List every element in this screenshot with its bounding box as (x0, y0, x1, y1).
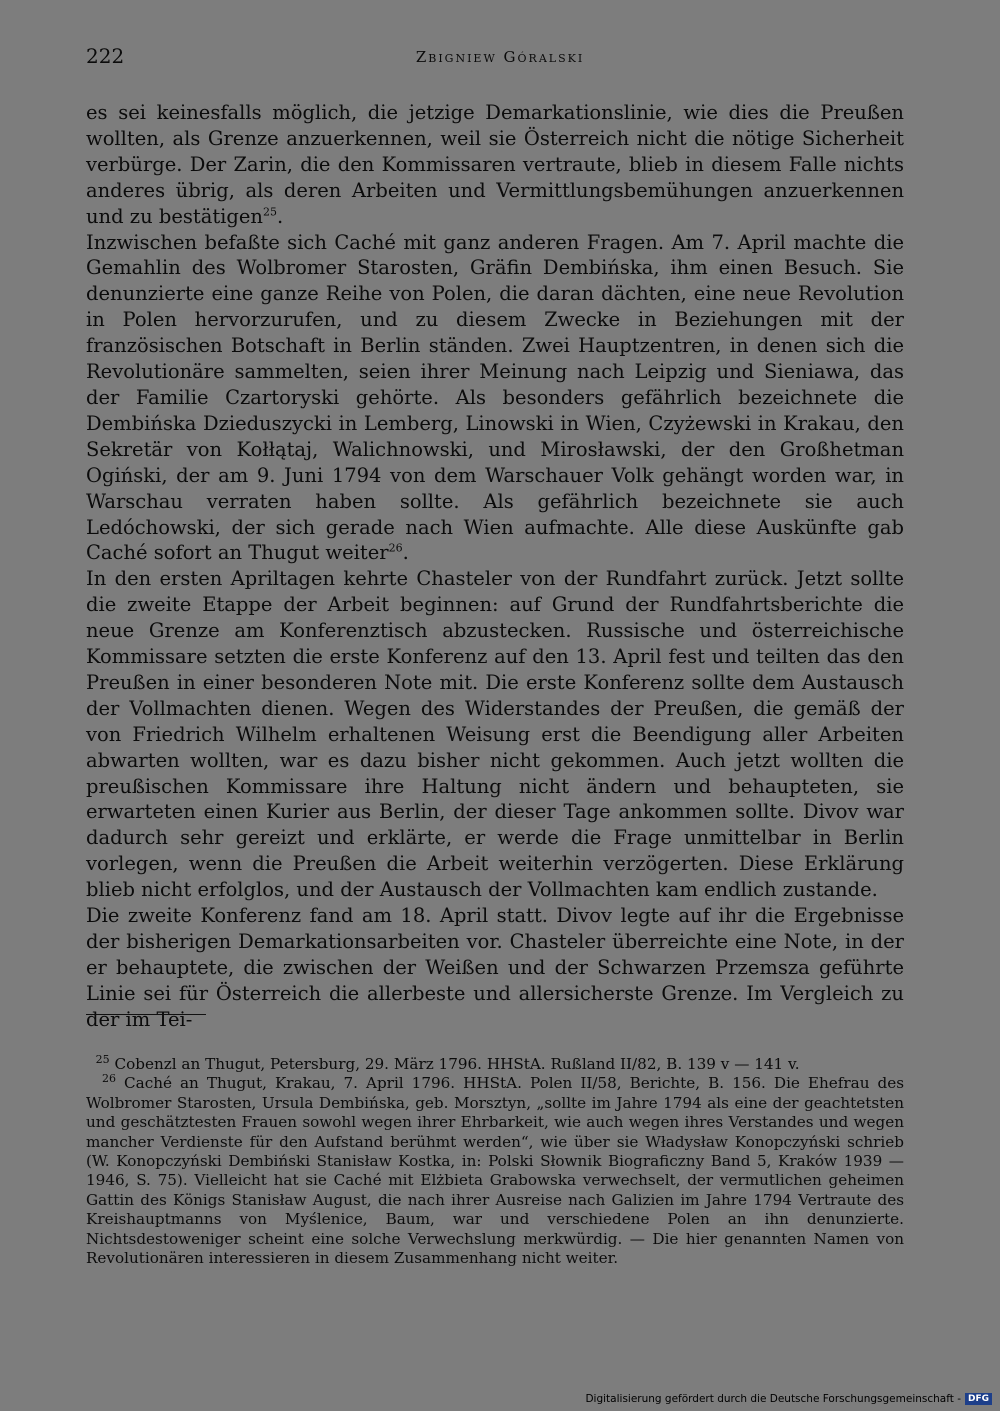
footnote: $^{26}$ Caché an Thugut, Krakau, 7. April 1796. HHStA. Polen II/58, Berichte, B. 156. Die Ehefrau des Wolbromer Starosten, Ursula Dembińska, geb. Morsztyn, „sollte im Jahre 1794 als eine der geachtetsten und geschätztesten Frauen sowohl wegen ihrer Ehrbarkeit, wie auch wegen ihres Verstandes und wegen mancher Verdienste für den Aufstand berühmt werden“, wie über sie Władysław Konopczyński schrieb (W. Konopczyński Dembiński Stanisław Kostka, in: Polski Słownik Biograficzny Band 5, Kraków 1939 — 1946, S. 75). Vielleicht hat sie Caché mit Elżbieta Grabowska verwechselt, der vermutlichen geheimen Gattin des Königs Stanisław August, die nach ihrer Ausreise nach Galizien im Jahre 1794 Vertraute des Kreishauptmanns von Myślenice, Baum, war und verschiedene Polen an ihn denunzierte. Nichtsdestoweniger scheint eine solche Verwechslung merkwürdig. — Die hier genannten Namen von Revolutionären interessieren in diesem Zusammenhang nicht weiter. (86, 1072, 905, 1268)
footnote-number: 25 (95, 1052, 110, 1066)
footnote-divider (86, 1014, 206, 1015)
paragraph: In den ersten Apriltagen kehrte Chasteler von der Rundfahrt zurück. Jetzt sollte die zweite Etappe der Arbeit beginnen: auf Grund der Rundfahrtsberichte die neue Grenze am Konferenztisch abzustecken. Russische und österreichische Kommissare setzten die erste Konferenz auf den 13. April fest und teilten das den Preußen in einer besonderen Note mit. Die erste Konferenz sollte dem Austausch der Vollmachten dienen. Wegen des Widerstandes der Preußen, die gemäß der von Friedrich Wilhelm erhaltenen Weisung erst die Beendigung aller Arbeiten abwarten wollten, war es dazu bisher nicht gekommen. Auch jetzt wollten die preußischen Kommissare ihre Haltung nicht ändern und behaupteten, sie erwarteten einen Kurier aus Berlin, der dieser Tage ankommen sollte. Divov war dadurch sehr gereizt und erklärte, er werde die Frage unmittelbar in Berlin vorlegen, wenn die Preußen die Arbeit weiterhin verzögerten. Diese Erklärung blieb nicht erfolglos, und der Austausch der Vollmachten kam endlich zustande. (86, 567, 904, 902)
footnote-number: 26 (102, 1072, 117, 1086)
footer-credit: Digitalisierung gefördert durch die Deutsche Forschungsgemeinschaft - (585, 1393, 961, 1405)
paragraph: Die zweite Konferenz fand am 18. April statt. Divov legte auf ihr die Ergebnisse der bisherigen Demarkationsarbeiten vor. Chasteler überreichte eine Note, in der er behauptete, die zwischen der Weißen und der Schwarzen Przemsza geführte Linie sei für Österreich die allerbeste und allersicherste Grenze. Im Vergleich zu der im Tei- (86, 904, 904, 1031)
paragraph: Inzwischen befaßte sich Caché mit ganz anderen Fragen. Am 7. April machte die Gemahlin des Wolbromer Starosten, Gräfin Dembińska, ihm einen Besuch. Sie denunzierte eine ganze Reihe von Polen, die daran dächten, eine neue Revolution in Polen hervorzurufen, und zu diesem Zwecke in Beziehungen mit der französischen Botschaft in Berlin ständen. Zwei Hauptzentren, in denen sich die Revolutionäre sammelten, seien ihrer Meinung nach Leipzig und Sieniawa, das der Familie Czartoryski gehörte. Als besonders gefährlich bezeichnete die Dembińska Dzieduszycki in Lemberg, Linowski in Wien, Czyżewski in Krakau, den Sekretär von Kołłątaj, Walichnowski, und Mirosławski, der den Großhetman Ogiński, der am 9. Juni 1794 von dem Warschauer Volk gehängt worden war, in Warschau verraten haben sollte. Als gefährlich bezeichnete sie auch Ledóchowski, der sich gerade nach Wien aufmachte. Alle diese Auskünfte gab Caché sofort an Thugut weiter$^{26}$. (86, 230, 904, 565)
digitization-footer (585, 1393, 992, 1405)
running-head: Zbigniew Góralski (415, 48, 585, 66)
footnote: $^{25}$ Cobenzl an Thugut, Petersburg, 29. März 1796. HHStA. Rußland II/82, B. 139 v — 141 v. (95, 1052, 800, 1073)
main-text (86, 100, 904, 1033)
page-header (86, 44, 914, 76)
dfg-logo: DFG (965, 1393, 992, 1405)
page-number: 222 (86, 44, 125, 68)
footnote-ref[interactable]: 25 (262, 205, 277, 219)
footnote-ref[interactable]: 26 (388, 541, 403, 555)
footnotes (86, 1052, 905, 1268)
paragraph: es sei keinesfalls möglich, die jetzige Demarkationslinie, wie dies die Preußen wollten, als Grenze anzuerkennen, weil sie Österreich nicht die nötige Sicherheit verbürge. Der Zarin, die den Kommissaren vertraute, blieb in diesem Falle nichts anderes übrig, als deren Arbeiten und Vermittlungsbemühungen anzuerkennen und zu bestätigen$^{25}$. (86, 101, 904, 228)
